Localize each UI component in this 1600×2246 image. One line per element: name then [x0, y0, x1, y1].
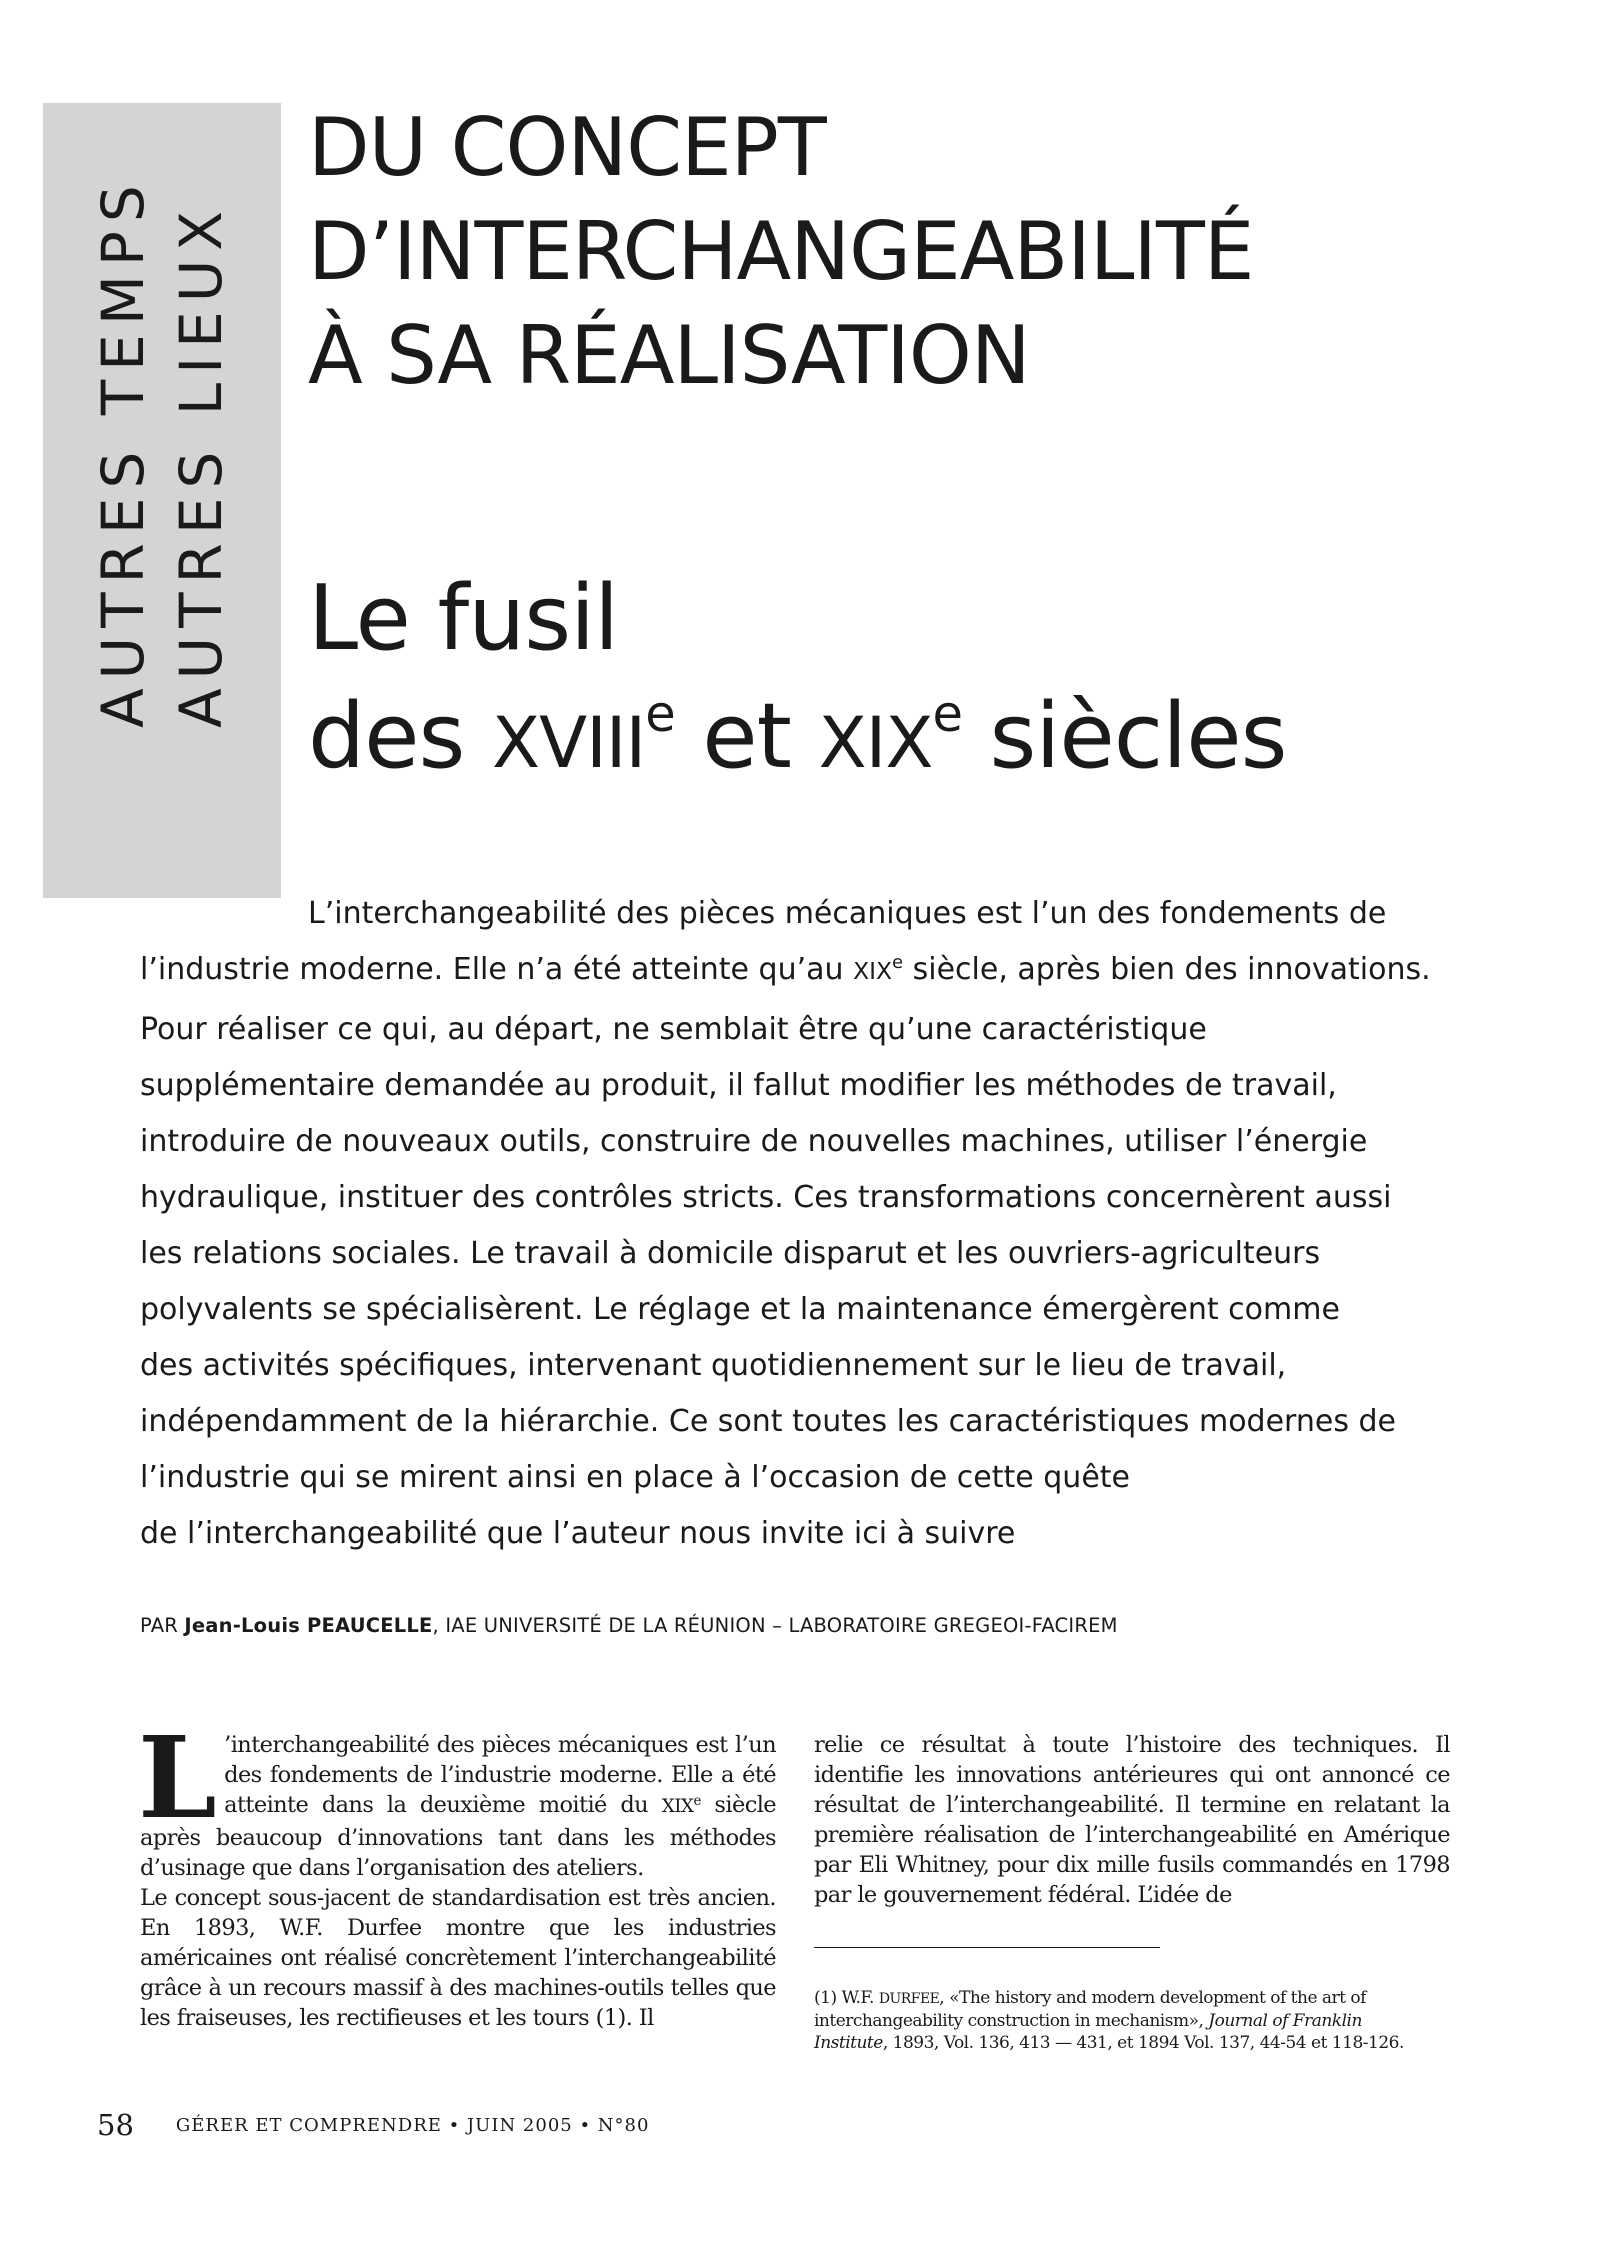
abstract-line: supplémentaire demandée au produit, il fallut modifier les méthodes de travail,: [140, 1068, 1337, 1103]
page-footer: [97, 2108, 649, 2142]
footnote-journal: Institute: [814, 2033, 883, 2053]
subtitle-text: siècles: [961, 684, 1287, 789]
body-column-right: [814, 1730, 1450, 1910]
body-paragraph: relie ce résultat à toute l’histoire des techniques. Il identifie les innovations antérieures qui ont annoncé ce résultat de l’interchangeabilité. Il termine en relatant la première réalisation de l’interchangeabilité en Amérique par Eli Whitney, pour dix mille fusils commandés en 1798 par le gouvernement fédéral. L’idée de: [814, 1732, 1450, 1908]
body-text: ’interchangeabilité des pièces mécaniques est l’un des fondements de l’industrie moderne. Elle a été atteinte dans la deuxième moitié du: [224, 1732, 776, 1818]
rubric-text: [43, 103, 281, 898]
abstract-line: introduire de nouveaux outils, construire de nouvelles machines, utiliser l’énergie: [140, 1124, 1368, 1159]
title-line-3: À SA RÉALISATION: [308, 309, 1030, 402]
article-title: [308, 96, 1508, 408]
abstract-line: polyvalents se spécialisèrent. Le réglage et la maintenance émergèrent comme: [140, 1292, 1340, 1327]
abstract-text: l’industrie moderne. Elle n’a été atteinte qu’au: [140, 952, 854, 987]
title-line-2: D’INTERCHANGEABILITÉ: [308, 205, 1254, 298]
body-century: XIX: [661, 1796, 694, 1817]
abstract-line: L’interchangeabilité des pièces mécaniques est l’un des fondements de: [308, 896, 1387, 931]
abstract-line: indépendamment de la hiérarchie. Ce sont toutes les caractéristiques modernes de: [140, 1404, 1396, 1439]
body-text: siècle après beaucoup d’innovations tant dans les méthodes d’usinage que dans l’organisation des ateliers.: [140, 1792, 777, 1881]
body-paragraph: [138, 1713, 777, 1883]
century-19: XIX: [818, 702, 933, 784]
subtitle-text: des: [308, 684, 492, 789]
abstract-line: hydraulique, instituer des contrôles stricts. Ces transformations concernèrent aussi: [140, 1180, 1392, 1215]
subtitle-line-1: Le fusil: [308, 566, 619, 671]
footnote-line: [814, 1987, 1454, 2010]
article-subtitle: [308, 560, 1508, 809]
century-19-sup: e: [932, 685, 962, 744]
footnote-text: interchangeability construction in mechanism»,: [814, 2011, 1209, 2031]
author-name: Jean-Louis PEAUCELLE: [184, 1614, 433, 1637]
body-century-sup: e: [693, 1792, 701, 1809]
footnote-text: , «The history and modern development of the art of: [939, 1988, 1366, 2008]
author-affiliation: , IAE UNIVERSITÉ DE LA RÉUNION – LABORATOIRE GREGEOI-FACIREM: [432, 1614, 1118, 1637]
abstract-line: des activités spécifiques, intervenant quotidiennement sur le lieu de travail,: [140, 1348, 1287, 1383]
abstract: [140, 886, 1440, 1562]
journal-reference: GÉRER ET COMPRENDRE • JUIN 2005 • N°80: [175, 2114, 650, 2136]
rubric-line-1: AUTRES TEMPS: [89, 176, 157, 728]
abstract-line: de l’interchangeabilité que l’auteur nous invite ici à suivre: [140, 1516, 1016, 1551]
footnote-separator: [814, 1947, 1160, 1948]
footnote-journal: Journal of Franklin: [1208, 2011, 1362, 2031]
footnote-line: [814, 2010, 1454, 2032]
footnote-text: , 1893, Vol. 136, 413 — 431, et 1894 Vol. 137, 44-54 et 118-126.: [882, 2033, 1404, 2053]
abstract-century: XIX: [853, 957, 893, 985]
byline-par: PAR: [140, 1614, 185, 1637]
body-paragraph: Le concept sous-jacent de standardisation est très ancien. En 1893, W.F. Durfee montre que les industries américaines ont réalisé concrètement l’interchangeabilité grâce à un recours massif à des machines-outils telles que les fraiseuses, les rectifieuses et les tours (1). Il: [140, 1885, 776, 2031]
drop-cap: L: [138, 1713, 217, 1844]
footnote-author: DURFEE: [878, 1991, 940, 2007]
abstract-line: l’industrie qui se mirent ainsi en place à l’occasion de cette quête: [140, 1460, 1130, 1495]
footnote-line: [814, 2032, 1454, 2054]
century-18-sup: e: [645, 685, 675, 744]
abstract-line: les relations sociales. Le travail à domicile disparut et les ouvriers-agriculteurs: [140, 1236, 1321, 1271]
rubric-band: [43, 103, 281, 898]
subtitle-line-2: [308, 678, 1508, 809]
rubric-line-2: AUTRES LIEUX: [167, 201, 235, 728]
abstract-text: siècle, après bien des innovations.: [903, 952, 1431, 987]
abstract-century-sup: e: [892, 952, 904, 974]
footnote: [814, 1987, 1454, 2054]
footnote-text: (1) W.F.: [814, 1988, 879, 2008]
body-column-left: [138, 1713, 777, 2033]
century-18: XVIII: [492, 702, 646, 784]
abstract-line: Pour réaliser ce qui, au départ, ne semblait être qu’une caractéristique: [140, 1012, 1207, 1047]
page-number: 58: [97, 2108, 134, 2142]
byline: [140, 1611, 1500, 1641]
subtitle-text: et: [674, 684, 819, 789]
title-line-1: DU CONCEPT: [308, 101, 826, 194]
abstract-line: [140, 942, 1440, 1002]
